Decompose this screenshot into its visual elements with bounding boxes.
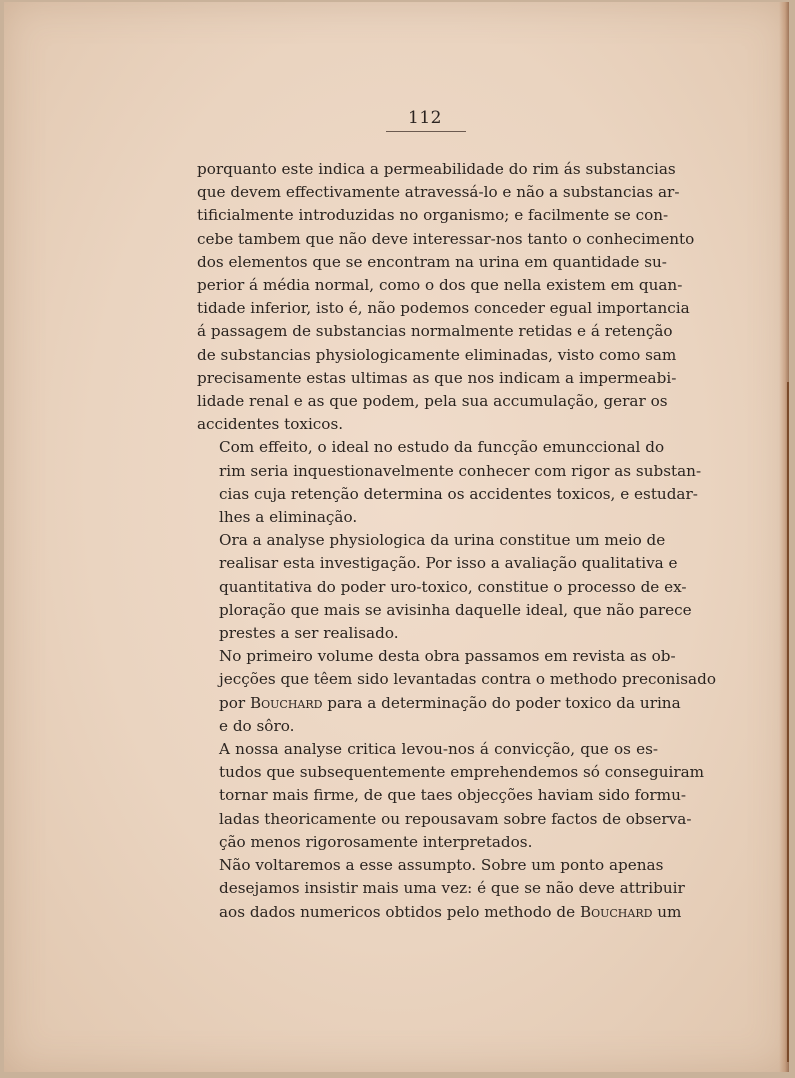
text-line: por Bouchard para a determinação do poder toxico da urina bbox=[219, 693, 681, 712]
text-line: lidade renal e as que podem, pela sua accumulação, gerar os bbox=[197, 392, 668, 411]
text-line: que devem effectivamente atravessá-lo e não a substancias ar- bbox=[197, 183, 680, 202]
binding-edge bbox=[787, 382, 789, 1062]
text-line: jecções que têem sido levantadas contra o methodo preconisado bbox=[219, 670, 716, 689]
text-line: tornar mais firme, de que taes objecções haviam sido formu- bbox=[219, 786, 686, 805]
text-line: tudos que subsequentemente emprehendemos só conseguiram bbox=[219, 763, 705, 782]
text-line: á passagem de substancias normalmente retidas e á retenção bbox=[197, 322, 673, 341]
text-line: cebe tambem que não deve interessar-nos tanto o conhecimento bbox=[197, 229, 695, 248]
text-line: Ora a analyse physiologica da urina constitue um meio de bbox=[219, 531, 666, 550]
text-line: e do sôro. bbox=[219, 716, 295, 735]
text-line: tidade inferior, isto é, não podemos conceder egual importancia bbox=[197, 299, 690, 318]
text-line: rim seria inquestionavelmente conhecer com rigor as substan- bbox=[219, 461, 702, 480]
text-line: quantitativa do poder uro-toxico, constitue o processo de ex- bbox=[219, 577, 687, 596]
paragraph bbox=[197, 738, 705, 854]
text-line: No primeiro volume desta obra passamos em revista as ob- bbox=[219, 647, 676, 666]
text-line: porquanto este indica a permeabilidade do rim ás substancias bbox=[197, 160, 676, 178]
text-line: dos elementos que se encontram na urina em quantidade su- bbox=[197, 252, 667, 271]
paragraph bbox=[197, 436, 702, 529]
text-line: prestes a ser realisado. bbox=[219, 624, 399, 643]
book-page bbox=[4, 2, 789, 1072]
text-line: ladas theoricamente ou repousavam sobre factos de observa- bbox=[219, 809, 692, 828]
text-line: cias cuja retenção determina os accidentes toxicos, e estudar- bbox=[219, 484, 698, 503]
author-name: Bouchard bbox=[249, 693, 323, 712]
author-name: Bouchard bbox=[579, 902, 653, 921]
page-number: 112 bbox=[408, 108, 442, 128]
text-line: de substancias physiologicamente eliminadas, visto como sam bbox=[197, 345, 677, 364]
paragraph bbox=[197, 854, 685, 924]
text-line: aos dados numericos obtidos pelo methodo de Bouchard um bbox=[219, 902, 682, 921]
paragraph bbox=[197, 645, 716, 738]
text-line: A nossa analyse critica levou-nos á convicção, que os es- bbox=[219, 740, 658, 759]
text-line: Não voltaremos a esse assumpto. Sobre um ponto apenas bbox=[219, 856, 664, 875]
text-line: tificialmente introduzidas no organismo; e facilmente se con- bbox=[197, 206, 669, 225]
paragraph bbox=[197, 158, 695, 436]
text-line: lhes a eliminação. bbox=[219, 508, 358, 527]
header-rule bbox=[386, 131, 466, 132]
text-line: Com effeito, o ideal no estudo da funcção emunccional do bbox=[219, 438, 665, 457]
text-line: precisamente estas ultimas as que nos indicam a impermeabi- bbox=[197, 368, 677, 387]
paragraph bbox=[197, 529, 692, 645]
text-line: accidentes toxicos. bbox=[197, 415, 344, 434]
text-line: ploração que mais se avisinha daquelle ideal, que não parece bbox=[219, 600, 692, 619]
text-line: realisar esta investigação. Por isso a avaliação qualitativa e bbox=[219, 554, 678, 573]
text-line: desejamos insistir mais uma vez: é que se não deve attribuir bbox=[219, 879, 685, 898]
body-text bbox=[197, 158, 716, 924]
page-header bbox=[4, 108, 789, 128]
text-line: ção menos rigorosamente interpretados. bbox=[219, 832, 533, 851]
text-line: perior á média normal, como o dos que nella existem em quan- bbox=[197, 276, 683, 295]
